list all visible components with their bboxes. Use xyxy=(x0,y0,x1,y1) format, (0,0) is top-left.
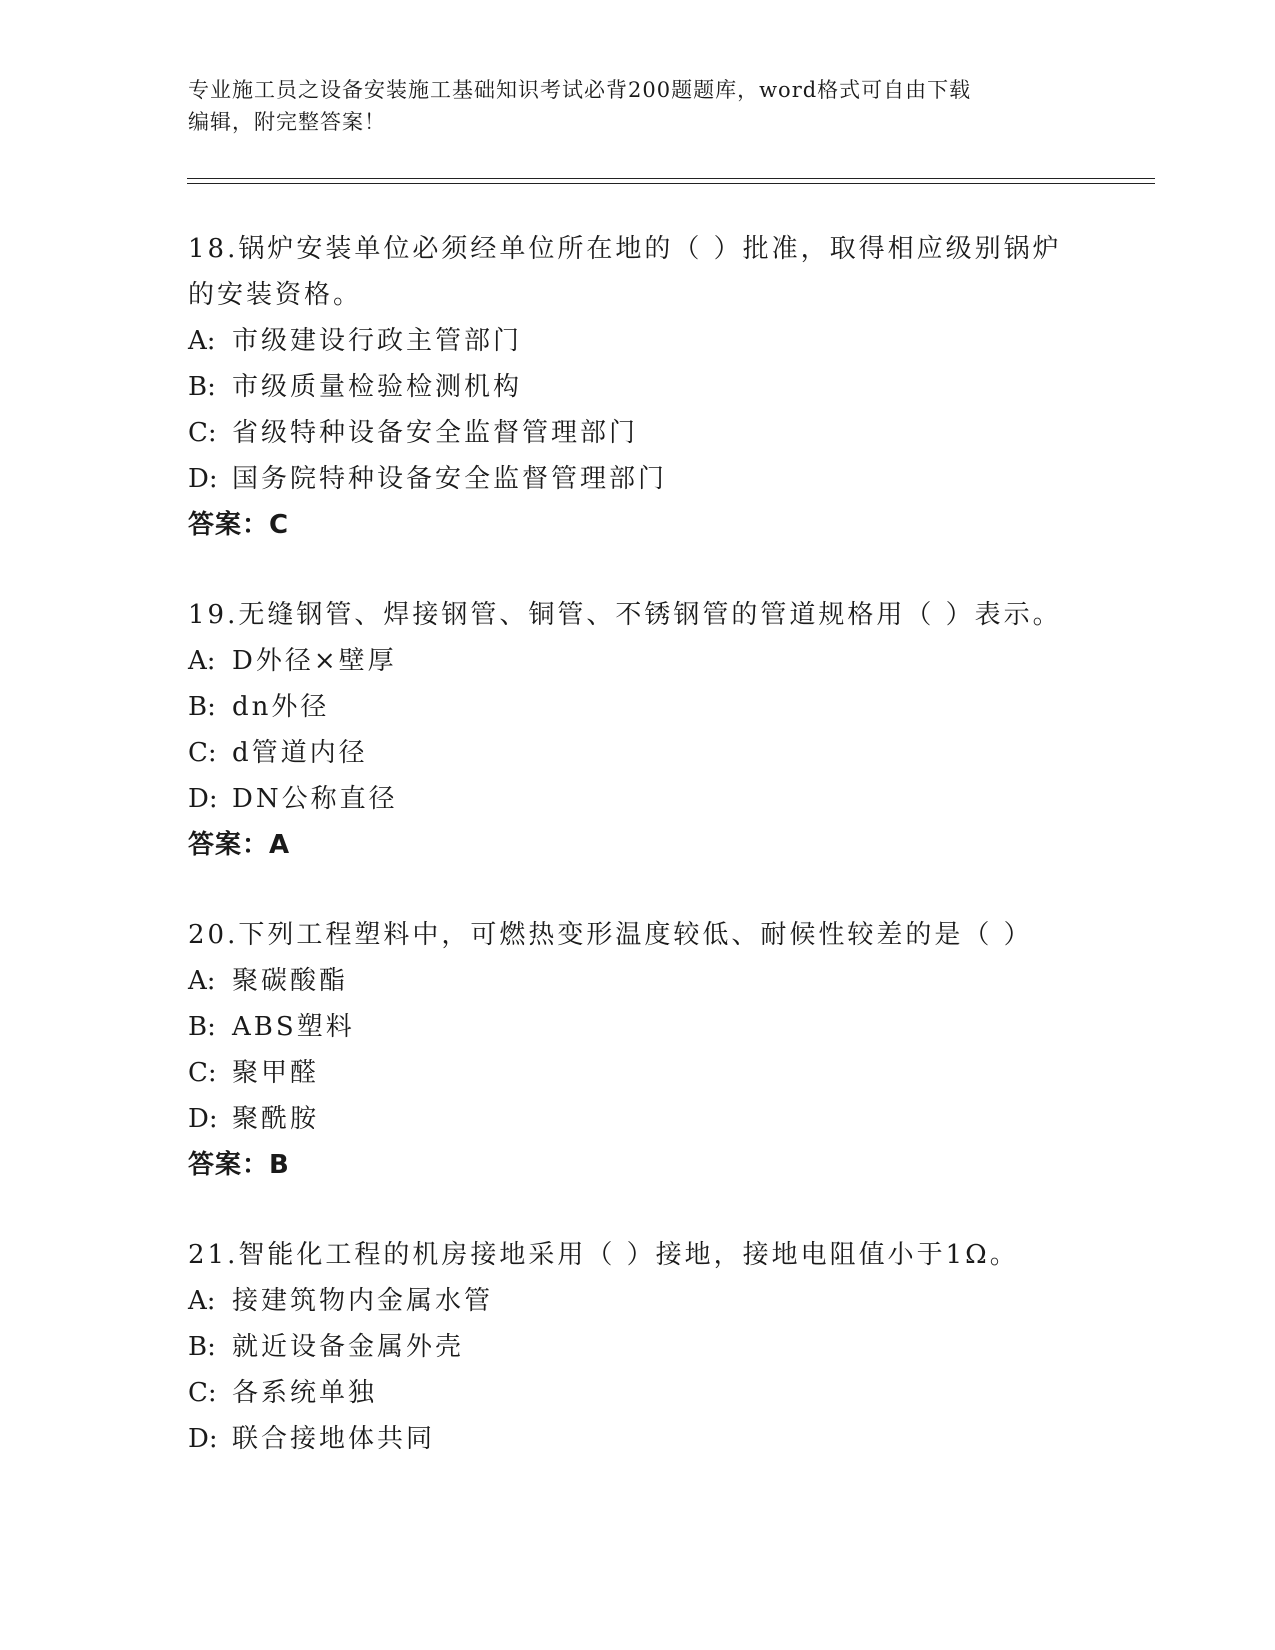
option-letter: A: xyxy=(188,1286,216,1316)
question-21 xyxy=(188,1232,1108,1462)
option-c xyxy=(188,410,1108,456)
option-letter: B: xyxy=(188,372,216,402)
option-text: DN公称直径 xyxy=(232,784,398,814)
question-18 xyxy=(188,226,1108,548)
option-b xyxy=(188,1004,1108,1050)
option-text: dn外径 xyxy=(232,692,330,722)
option-text: 市级质量检验检测机构 xyxy=(232,372,523,402)
option-letter: D: xyxy=(188,1104,218,1134)
option-a xyxy=(188,1278,1108,1324)
option-c xyxy=(188,730,1108,776)
option-d xyxy=(188,1416,1108,1462)
option-letter: B: xyxy=(188,1012,216,1042)
option-letter: A: xyxy=(188,646,216,676)
option-letter: A: xyxy=(188,966,216,996)
question-stem-line-1: 21.智能化工程的机房接地采用（ ）接地，接地电阻值小于1Ω。 xyxy=(188,1240,1019,1270)
answer-label: 答案：B xyxy=(188,1150,290,1180)
option-text: 聚甲醛 xyxy=(232,1058,320,1088)
header-line-2: 编辑，附完整答案！ xyxy=(188,110,386,134)
option-text: D外径×壁厚 xyxy=(232,646,397,676)
option-a xyxy=(188,318,1108,364)
question-stem xyxy=(188,912,1108,958)
question-stem xyxy=(188,592,1108,638)
question-stem-line-2: 的安装资格。 xyxy=(188,280,363,310)
option-letter: D: xyxy=(188,464,218,494)
option-text: ABS塑料 xyxy=(232,1012,355,1042)
question-stem-line-1: 19.无缝钢管、焊接钢管、铜管、不锈钢管的管道规格用（ ）表示。 xyxy=(188,600,1062,630)
option-a xyxy=(188,638,1108,684)
option-letter: C: xyxy=(188,1058,217,1088)
header-line-1: 专业施工员之设备安装施工基础知识考试必背200题题库，word格式可自由下载 xyxy=(188,78,972,102)
option-text: 就近设备金属外壳 xyxy=(232,1332,465,1362)
option-text: 联合接地体共同 xyxy=(232,1424,436,1454)
option-letter: B: xyxy=(188,692,216,722)
option-letter: A: xyxy=(188,326,216,356)
option-text: 各系统单独 xyxy=(232,1378,378,1408)
option-text: 市级建设行政主管部门 xyxy=(232,326,523,356)
question-stem xyxy=(188,1232,1108,1278)
option-letter: C: xyxy=(188,1378,217,1408)
option-text: 接建筑物内金属水管 xyxy=(232,1286,494,1316)
question-stem xyxy=(188,226,1108,318)
option-b xyxy=(188,1324,1108,1370)
option-b xyxy=(188,364,1108,410)
option-d xyxy=(188,1096,1108,1142)
answer-label: 答案：A xyxy=(188,830,291,860)
question-list xyxy=(188,226,1108,1506)
option-a xyxy=(188,958,1108,1004)
option-letter: D: xyxy=(188,1424,218,1454)
option-letter: B: xyxy=(188,1332,216,1362)
question-20 xyxy=(188,912,1108,1188)
header-divider-bottom xyxy=(187,183,1155,184)
option-d xyxy=(188,776,1108,822)
question-stem-line-1: 20.下列工程塑料中，可燃热变形温度较低、耐候性较差的是（ ） xyxy=(188,920,1033,950)
header-divider-top xyxy=(187,178,1155,179)
option-b xyxy=(188,684,1108,730)
option-letter: D: xyxy=(188,784,218,814)
option-c xyxy=(188,1050,1108,1096)
option-text: d管道内径 xyxy=(232,738,368,768)
question-stem-line-1: 18.锅炉安装单位必须经单位所在地的（ ）批准，取得相应级别锅炉 xyxy=(188,234,1062,264)
option-text: 聚碳酸酯 xyxy=(232,966,349,996)
option-text: 省级特种设备安全监督管理部门 xyxy=(232,418,639,448)
option-letter: C: xyxy=(188,418,217,448)
answer-label: 答案：C xyxy=(188,510,290,540)
question-19 xyxy=(188,592,1108,868)
option-d xyxy=(188,456,1108,502)
document-header xyxy=(188,74,1088,138)
option-c xyxy=(188,1370,1108,1416)
option-text: 国务院特种设备安全监督管理部门 xyxy=(232,464,668,494)
option-letter: C: xyxy=(188,738,217,768)
option-text: 聚酰胺 xyxy=(232,1104,320,1134)
